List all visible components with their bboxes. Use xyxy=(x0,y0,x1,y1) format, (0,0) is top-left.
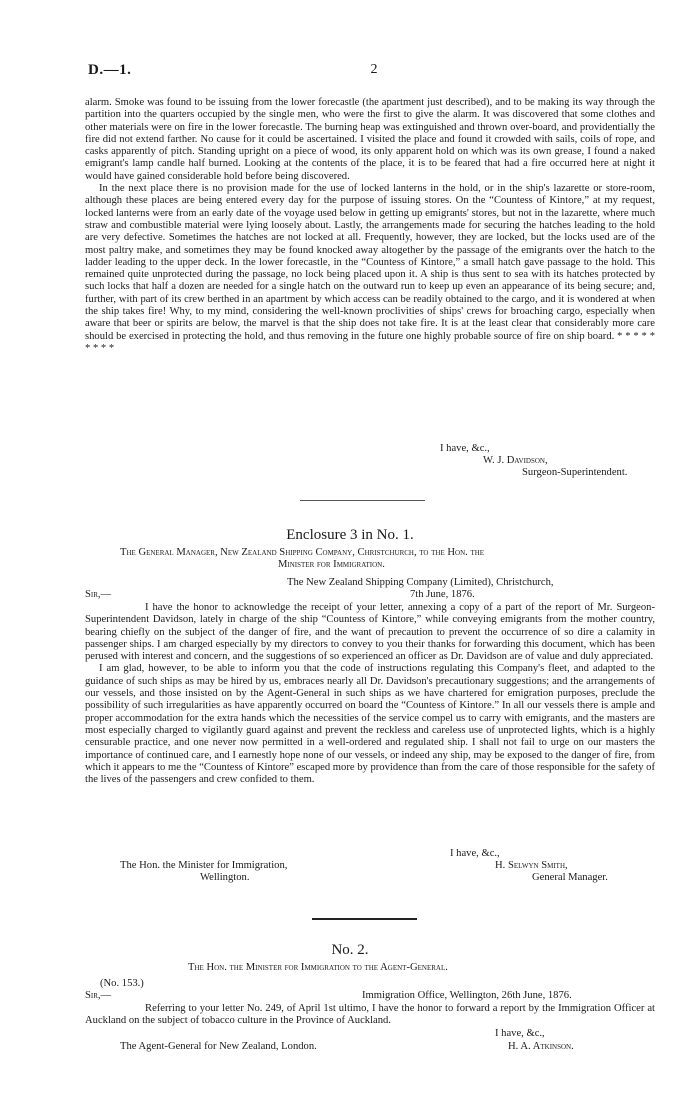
enclosure-addressee-line1: The Hon. the Minister for Immigration, xyxy=(120,860,288,871)
enclosure-address: The New Zealand Shipping Company (Limited), Christchurch, xyxy=(287,577,554,588)
letter1-signer: W. J. Davidson, xyxy=(483,455,548,466)
enclosure-body xyxy=(85,602,655,786)
letter1-body xyxy=(85,97,655,355)
no2-reference: (No. 153.) xyxy=(100,978,144,989)
letter1-closing: I have, &c., xyxy=(440,443,490,454)
no2-signer: H. A. Atkinson. xyxy=(508,1041,574,1052)
no2-closing: I have, &c., xyxy=(495,1028,545,1039)
enclosure-subheading-line2: Minister for Immigration. xyxy=(278,559,385,570)
no2-heading: No. 2. xyxy=(331,942,369,958)
section-divider-thick xyxy=(312,918,417,920)
enclosure-salutation: Sir,— xyxy=(85,589,112,600)
enclosure-date: 7th June, 1876. xyxy=(410,589,475,600)
no2-salutation: Sir,— xyxy=(85,990,112,1001)
letter1-signer-title: Surgeon-Superintendent. xyxy=(522,467,628,478)
document-reference: D.—1. xyxy=(88,62,132,78)
letter1-paragraph-1: alarm. Smoke was found to be issuing from the lower forecastle (the apartment just described), and to be making its way through the partition into the quarters occupied by the single men, who were the first to give the alarm. It was discovered that some clothes and other materials were on fire in the lower forecastle. The burning heap was extinguished and thrown over-board, and providentially the fire did not extend farther. No cause for it could be ascertained. I visited the place and found it crowded with sails, coils of rope, and casks apparently of pitch. Standing upright on a piece of wood, its only apparent hold on which was its own grease, I found a naked emigrant's lamp candle half burned. Looking at the contents of the place, it is to be feared that had a fire occurred here at night it would have gained considerable hold before being discovered. xyxy=(85,97,655,182)
no2-address-date: Immigration Office, Wellington, 26th June, 1876. xyxy=(362,990,572,1001)
page-number: 2 xyxy=(370,62,378,77)
no2-addressee: The Agent-General for New Zealand, London. xyxy=(120,1041,317,1052)
section-divider xyxy=(300,500,425,501)
enclosure-signer-title: General Manager. xyxy=(532,872,608,883)
enclosure-closing: I have, &c., xyxy=(450,848,500,859)
enclosure-paragraph-2: I am glad, however, to be able to inform you that the code of instructions regulating this Company's fleet, and adapted to the guidance of such ships as may be hired by us, embraces nearly all Dr. Davidson's precautionary suggestions; and the arrangements of our vessels, and those insisted on by the Agent-General in such ships as we have chartered for emigration purposes, preclude the possibility of such irregularities as have apparently occurred on board the “Countess of Kintore.” In all our vessels there is ample and proper accommodation for the extra hands which the necessities of the service compel us to carry with emigrants, and the masters are most especially charged to vigilantly guard against and prevent the reckless and careless use of unprotected lights, which is a highly censurable practice, and one never now permitted in a well-ordered and regulated ship. I shall not fail to urge on our masters the importance of continued care, and I earnestly hope none of our vessels, or indeed any ship, may be exposed to the danger of fire, from which it appears to me the “Countess of Kintore” escaped more by providence than from the care of those responsible for the safety of the lives of the passengers and crew confided to them. xyxy=(85,663,655,786)
no2-paragraph: Referring to your letter No. 249, of April 1st ultimo, I have the honor to forward a report by the Immigration Officer at Auckland on the subject of tobacco culture in the Province of Auckland. xyxy=(85,1003,655,1027)
enclosure-subheading-line1: The General Manager, New Zealand Shipping Company, Christchurch, to the Hon. the xyxy=(120,547,485,558)
enclosure-signer: H. Selwyn Smith, xyxy=(495,860,568,871)
letter1-paragraph-2: In the next place there is no provision made for the use of locked lanterns in the hold, or in the ship's lazarette or store-room, although these places are being entered every day for the purpose of issuing stores. On the “Countess of Kintore,” at my request, locked lanterns were from an early date of the voyage used below in getting up emigrants' stores, but not in the lazarette, where much straw and combustible material were lying loosely about. Lastly, the arrangements made for securing the hatches leading to the hold are very defective. Sometimes the hatches are not locked at all. Frequently, however, they are locked, but the locks used are of the most paltry make, and sometimes they may be found knocked away altogether by the passage of the emigrants over the hatch to the ladder leading to the upper deck. In the lower forecastle, in the “Countess of Kintore,” a small hatch gave passage to the hold. This remained quite unprotected during the passage, no lock being placed upon it. A ship is thus sent to sea with its hatches protected by such locks that half a dozen are needed for a single hatch on the outward run to keep up even an appearance of its being secure; and, further, with part of its crew berthed in an apartment by which access can be readily obtained to the cargo, and it is wondered at when the ship takes fire! Why, to my mind, considering the well-known proclivities of ships' crews for broaching cargo, especially when aware that beer or spirits are below, the marvel is that the ship does not take fire. It is at the least clear that considerably more care should be exercised in protecting the hold, and thus removing in the future one highly probable source of fire on ship board. * * * * * * * * * xyxy=(85,183,655,354)
no2-subheading: The Hon. the Minister for Immigration to the Agent-General. xyxy=(188,962,448,973)
enclosure-paragraph-1: I have the honor to acknowledge the receipt of your letter, annexing a copy of a part of the report of Mr. Surgeon-Superintendent Davidson, lately in charge of the ship “Countess of Kintore,” while conveying emigrants from the mother country, bearing chiefly on the subject of the danger of fire, and the want of precaution to prevent the occurrence of so dire a calamity in passenger ships. I am charged especially by my directors to convey to you their thanks for forwarding this document, which has been perused with interest and concern, and the suggestions of so experienced an officer as Dr. Davidson are of value and duly appreciated. xyxy=(85,602,655,663)
enclosure-addressee-line2: Wellington. xyxy=(200,872,250,883)
no2-body xyxy=(85,1003,655,1028)
page-header xyxy=(88,62,660,82)
enclosure-heading: Enclosure 3 in No. 1. xyxy=(286,527,414,543)
